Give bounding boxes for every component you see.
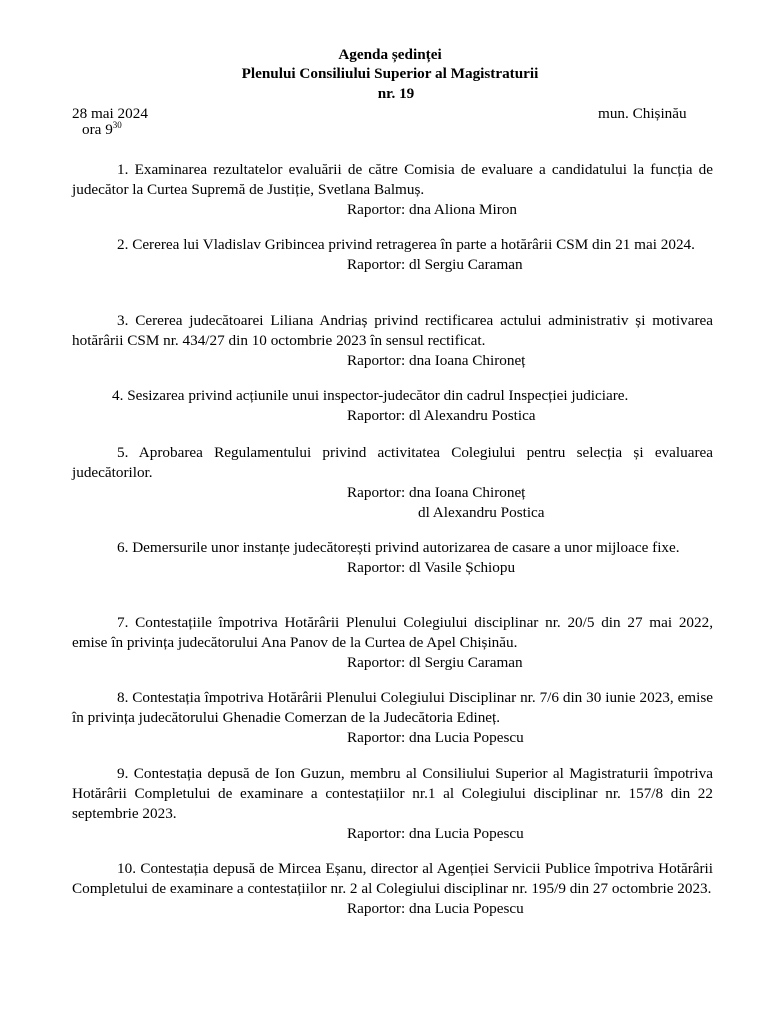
agenda-item-text: 8. Contestația împotriva Hotărârii Plenului Colegiului Disciplinar nr. 7/6 din 30 iunie 2023, emise în privința judecătorului Ghenadie Comerzan de la Judecătoria Edineț. — [72, 689, 713, 726]
agenda-item-rapporteur: Raportor: dl Alexandru Postica — [347, 407, 536, 424]
agenda-item-rapporteur: Raportor: dna Lucia Popescu — [347, 900, 524, 917]
agenda-item-rapporteur: Raportor: dna Aliona Miron — [347, 201, 517, 218]
agenda-item-text: 6. Demersurile unor instanțe judecătorești privind autorizarea de casare a unor mijloace fixe. — [117, 539, 680, 556]
agenda-item-7 — [72, 613, 713, 673]
agenda-item-text: 5. Aprobarea Regulamentului privind activitatea Colegiului pentru selecția și evaluarea judecătorilor. — [72, 444, 713, 481]
agenda-item-text: 10. Contestația depusă de Mircea Eșanu, director al Agenției Servicii Publice împotriva Hotărârii Completului de examinare a contestațiilor nr. 2 al Colegiului disciplinar nr. 195/9 din 27 octombrie 2023. — [72, 860, 713, 897]
agenda-item-rapporteur: Raportor: dna Ioana Chironeț — [347, 484, 526, 501]
agenda-item-2 — [72, 235, 713, 275]
agenda-item-rapporteur: Raportor: dna Lucia Popescu — [347, 729, 524, 746]
agenda-item-rapporteur-2: dl Alexandru Postica — [418, 504, 545, 521]
agenda-item-text: 1. Examinarea rezultatelor evaluării de către Comisia de evaluare a candidatului la funcția de judecător la Curtea Supremă de Justiție, Svetlana Balmuș. — [72, 161, 713, 198]
agenda-item-5 — [72, 443, 713, 523]
agenda-item-4 — [72, 386, 713, 426]
agenda-item-text: 9. Contestația depusă de Ion Guzun, membru al Consiliului Superior al Magistraturii împotriva Hotărârii Completului de examinare a contestațiilor nr.1 al Colegiului disciplinar nr. 157/8 din 22 septembrie 2023. — [72, 765, 713, 822]
agenda-item-1 — [72, 160, 713, 220]
agenda-item-rapporteur: Raportor: dl Sergiu Caraman — [347, 654, 523, 671]
meeting-city: mun. Chișinău — [598, 105, 687, 122]
agenda-item-text: 2. Cererea lui Vladislav Gribincea privind retragerea în parte a hotărârii CSM din 21 mai 2024. — [117, 236, 695, 253]
agenda-number: nr. 19 — [377, 85, 415, 102]
agenda-item-text: 4. Sesizarea privind acțiunile unui inspector-judecător din cadrul Inspecției judiciare. — [112, 387, 629, 404]
agenda-item-8 — [72, 688, 713, 748]
agenda-item-3 — [72, 311, 713, 371]
agenda-title: Agenda ședinței — [338, 46, 442, 63]
agenda-subtitle: Plenului Consiliului Superior al Magistraturii — [241, 65, 539, 82]
meeting-date: 28 mai 2024 — [72, 105, 148, 122]
agenda-item-text: 7. Contestațiile împotriva Hotărârii Plenului Colegiului disciplinar nr. 20/5 din 27 mai 2022, emise în privința judecătorului Ana Panov de la Curtea de Apel Chișinău. — [72, 614, 713, 651]
agenda-item-rapporteur: Raportor: dl Sergiu Caraman — [347, 256, 523, 273]
agenda-item-10 — [72, 859, 713, 919]
meeting-time — [82, 120, 122, 139]
agenda-item-rapporteur: Raportor: dna Ioana Chironeț — [347, 352, 526, 369]
agenda-item-9 — [72, 764, 713, 844]
agenda-item-text: 3. Cererea judecătoarei Liliana Andriaș privind rectificarea actului administrativ și motivarea hotărârii CSM nr. 434/27 din 10 octombrie 2023 în sensul rectificat. — [72, 312, 713, 349]
agenda-item-rapporteur: Raportor: dl Vasile Șchiopu — [347, 559, 516, 576]
meeting-time-minutes: 30 — [112, 120, 122, 130]
agenda-item-rapporteur: Raportor: dna Lucia Popescu — [347, 825, 524, 842]
meeting-time-hour: ora 9 — [82, 121, 113, 138]
agenda-item-6 — [72, 538, 713, 578]
